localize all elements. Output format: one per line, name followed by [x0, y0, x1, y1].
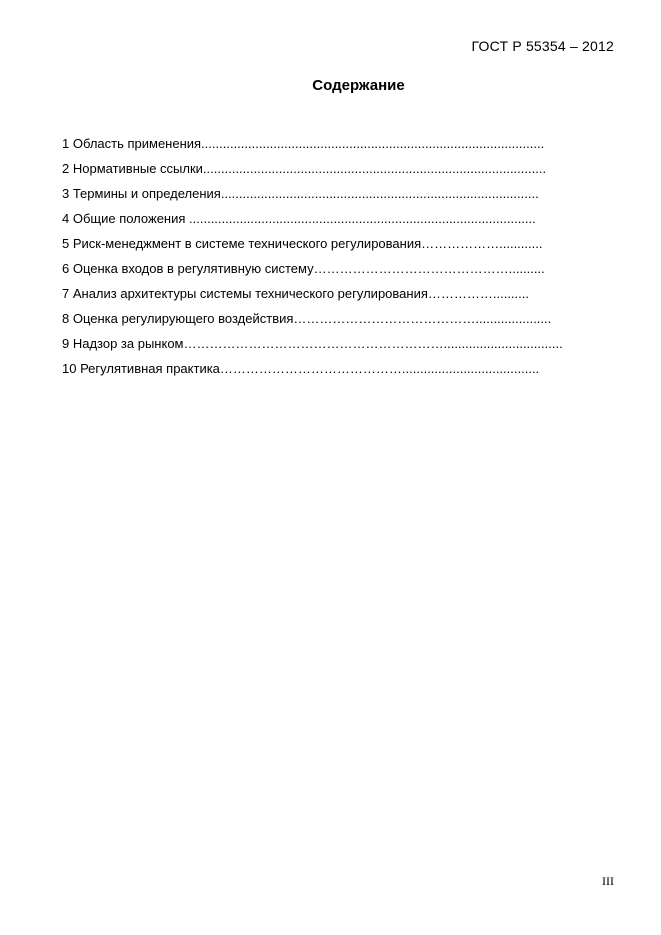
toc-item-text: 1 Область применения............................................................................................... [62, 136, 545, 151]
table-of-contents [62, 131, 602, 381]
toc-item-text: 7 Анализ архитектуры системы технического регулирования…………….......... [62, 286, 529, 301]
toc-item-10[interactable] [62, 356, 602, 381]
toc-item-7[interactable] [62, 281, 602, 306]
toc-item-text: 5 Риск-менеджмент в системе технического регулирования………………............ [62, 236, 543, 251]
page-number: III [602, 874, 614, 888]
toc-item-9[interactable] [62, 331, 602, 356]
toc-item-text: 9 Надзор за рынком……………………………………………………................................. [62, 336, 563, 351]
toc-item-text: 3 Термины и определения........................................................................................ [62, 186, 539, 201]
document-standard-code: ГОСТ Р 55354 – 2012 [471, 38, 614, 54]
toc-item-text: 10 Регулятивная практика……………………………………...................................... [62, 361, 540, 376]
toc-item-5[interactable] [62, 231, 602, 256]
toc-item-text: 4 Общие положения ................................................................................................ [62, 211, 536, 226]
toc-item-text: 6 Оценка входов в регулятивную систему……………………………………….......... [62, 261, 545, 276]
toc-item-2[interactable] [62, 156, 602, 181]
toc-item-text: 8 Оценка регулирующего воздействия……………………………………..................... [62, 311, 552, 326]
toc-item-4[interactable] [62, 206, 602, 231]
toc-item-6[interactable] [62, 256, 602, 281]
toc-item-3[interactable] [62, 181, 602, 206]
toc-item-text: 2 Нормативные ссылки............................................................................................... [62, 161, 547, 176]
page-title: Содержание [312, 77, 405, 94]
toc-item-8[interactable] [62, 306, 602, 331]
toc-item-1[interactable] [62, 131, 602, 156]
